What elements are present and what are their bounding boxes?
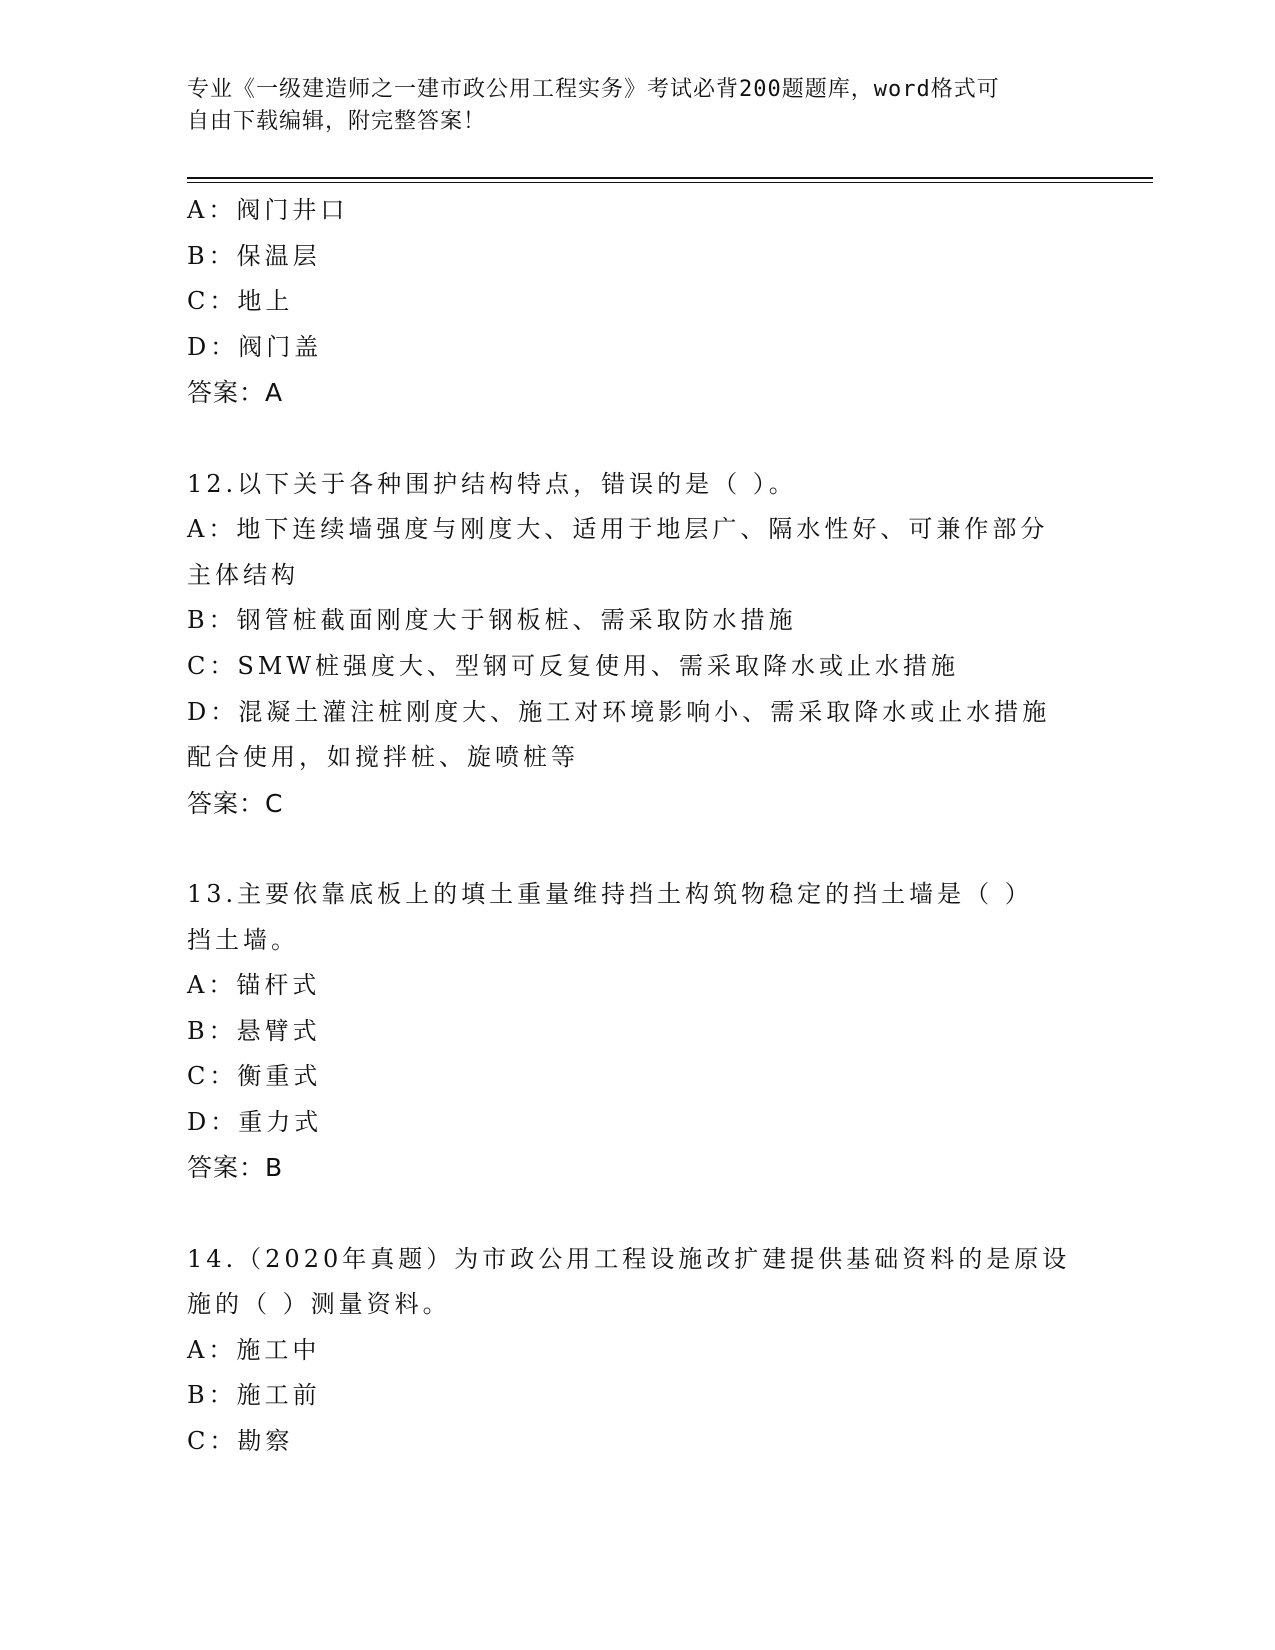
question-stem: 14.（2020年真题）为市政公用工程设施改扩建提供基础资料的是原设 <box>187 1244 1071 1273</box>
spacer <box>187 1191 1087 1237</box>
option-c: C：地上 <box>187 287 294 316</box>
header-divider-thick <box>187 177 1153 179</box>
option-a: A：施工中 <box>187 1335 321 1364</box>
question-stem: 13.主要依靠底板上的填土重量维持挡土构筑物稳定的挡土墙是（ ） <box>187 879 1033 908</box>
option-c: C：勘察 <box>187 1427 294 1456</box>
question-stem-continued: 施的（ ）测量资料。 <box>187 1290 451 1319</box>
question-11-continued <box>187 188 1087 416</box>
option-b: B：钢管桩截面刚度大于钢板桩、需采取防水措施 <box>187 606 797 635</box>
spacer <box>187 416 1087 462</box>
option-d: D：混凝土灌注桩刚度大、施工对环境影响小、需采取降水或止水措施 <box>187 697 1051 726</box>
answer-line: 答案：C <box>187 788 284 818</box>
header-line-1: 专业《一级建造师之一建市政公用工程实务》考试必背200题题库，word格式可 <box>187 77 1000 102</box>
option-a: A：阀门井口 <box>187 196 349 224</box>
option-b: B：施工前 <box>187 1381 321 1410</box>
question-13 <box>187 872 1087 1191</box>
question-content <box>187 188 1087 1465</box>
option-d-continued: 配合使用，如搅拌桩、旋喷桩等 <box>187 743 579 772</box>
document-header <box>187 74 1067 138</box>
header-divider-thin <box>187 182 1153 183</box>
option-a: A：地下连续墙强度与刚度大、适用于地层广、隔水性好、可兼作部分 <box>187 515 1049 544</box>
option-d: D：阀门盖 <box>187 332 323 361</box>
question-stem: 12.以下关于各种围护结构特点，错误的是（ ）。 <box>187 469 797 498</box>
answer-line: 答案：A <box>187 378 284 408</box>
option-a-continued: 主体结构 <box>187 560 299 589</box>
option-c: C：衡重式 <box>187 1062 322 1091</box>
spacer <box>187 826 1087 872</box>
option-d: D：重力式 <box>187 1107 323 1136</box>
question-12 <box>187 462 1087 827</box>
header-line-2: 自由下载编辑，附完整答案！ <box>187 109 487 134</box>
option-b: B：保温层 <box>187 241 321 270</box>
option-c: C：SMW桩强度大、型钢可反复使用、需采取降水或止水措施 <box>187 651 960 680</box>
question-14 <box>187 1237 1087 1465</box>
option-b: B：悬臂式 <box>187 1016 321 1045</box>
answer-line: 答案：B <box>187 1153 284 1183</box>
option-a: A：锚杆式 <box>187 971 321 1000</box>
question-stem-continued: 挡土墙。 <box>187 925 299 954</box>
